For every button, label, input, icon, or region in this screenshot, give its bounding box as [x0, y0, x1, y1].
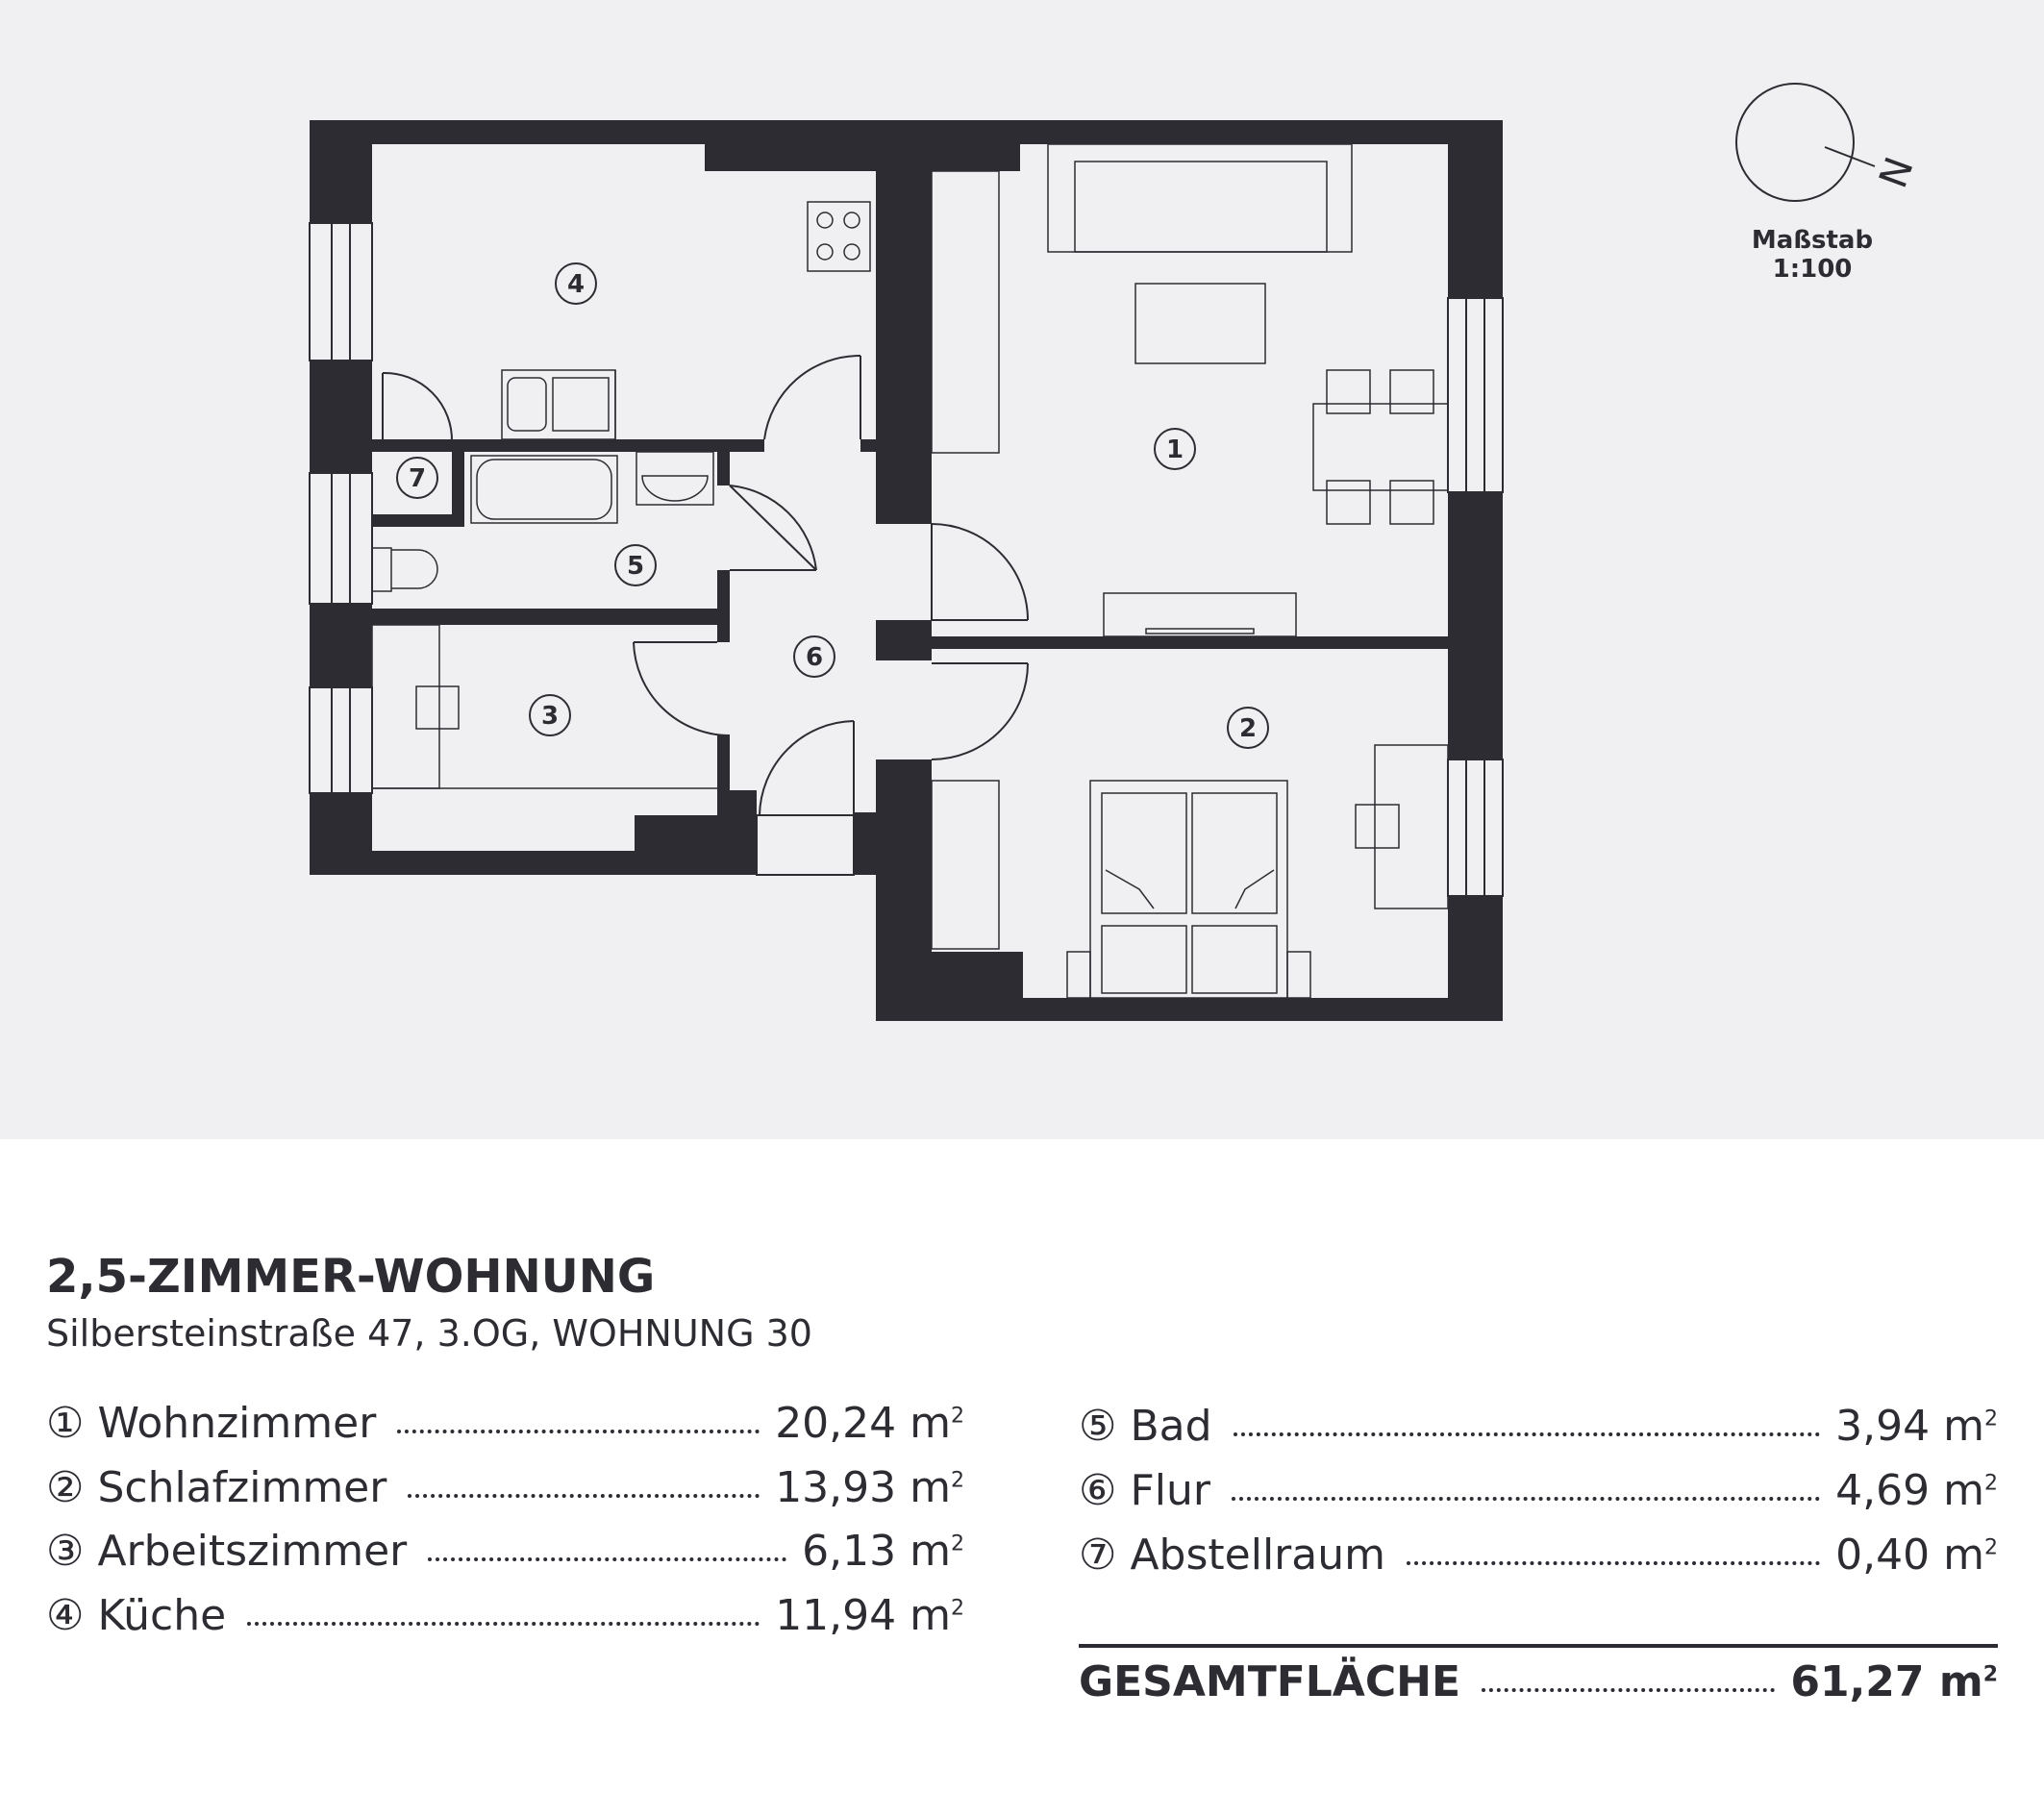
svg-text:6: 6	[805, 643, 824, 672]
room-marker-2	[1228, 708, 1268, 748]
room-marker-3	[530, 695, 570, 735]
room-marker-1	[1155, 429, 1195, 469]
room-markers	[397, 263, 1268, 748]
svg-text:1: 1	[1165, 436, 1184, 464]
room-marker-4	[556, 263, 596, 304]
walls	[310, 120, 1503, 1021]
room-marker-6	[794, 636, 835, 677]
compass-label: N	[1871, 151, 1923, 194]
leader-dots	[1234, 1432, 1821, 1436]
leader-dots	[397, 1430, 760, 1433]
leader-dots	[428, 1557, 786, 1561]
svg-text:5: 5	[626, 552, 645, 581]
leader-dots	[1482, 1688, 1775, 1692]
svg-text:7: 7	[408, 464, 427, 493]
svg-text:4: 4	[566, 270, 586, 299]
listing-title: 2,5-ZIMMER-WOHNUNG	[46, 1250, 656, 1304]
room-marker-5	[615, 545, 656, 585]
total-area-row: GESAMTFLÄCHE 61,27 $m^2$	[1079, 1657, 1998, 1706]
room-marker-7	[397, 458, 437, 498]
leader-dots	[1232, 1497, 1820, 1501]
room-row: ⑥ Flur 4,69 $m^2$	[1079, 1466, 1998, 1515]
total-divider	[1079, 1644, 1998, 1648]
leader-dots	[408, 1494, 760, 1498]
room-row: ⑤ Bad 3,94 $m^2$	[1079, 1402, 1998, 1451]
leader-dots	[1407, 1561, 1820, 1565]
svg-text:3: 3	[540, 702, 560, 731]
room-row: ② Schlafzimmer 13,93 $m^2$	[46, 1463, 964, 1512]
room-row: ① Wohnzimmer 20,24 $m^2$	[46, 1399, 964, 1448]
scale-label: Maßstab 1:100	[1751, 226, 1874, 284]
room-row: ③ Arbeitszimmer 6,13 $m^2$	[46, 1527, 964, 1576]
leader-dots	[247, 1622, 760, 1626]
listing-address: Silbersteinstraße 47, 3.OG, WOHNUNG 30	[46, 1312, 812, 1355]
room-row: ⑦ Abstellraum 0,40 $m^2$	[1079, 1531, 1998, 1580]
svg-text:2: 2	[1238, 714, 1258, 743]
room-row: ④ Küche 11,94 $m^2$	[46, 1591, 964, 1640]
